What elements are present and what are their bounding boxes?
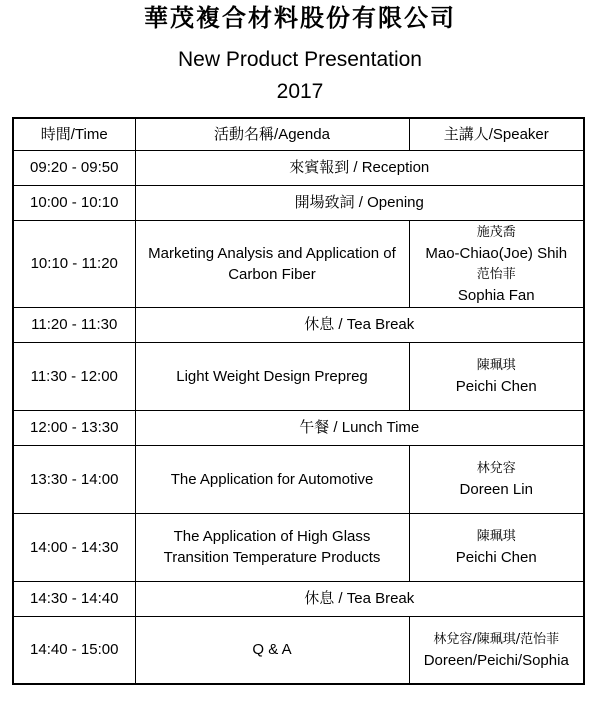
- speaker-cell: [409, 445, 584, 513]
- speaker-name-zh: 林兌容: [476, 461, 516, 476]
- agenda-cell: The Application of High Glass Transition Temperature Products: [135, 513, 409, 581]
- agenda-cell: 來賓報到 / Reception: [135, 150, 584, 185]
- time-cell: 14:40 - 15:00: [13, 616, 135, 684]
- table-row: [13, 581, 584, 616]
- speaker-name-en: Doreen Lin: [459, 481, 533, 498]
- speaker-name-zh: 施茂喬: [476, 224, 516, 240]
- table-row: [13, 410, 584, 445]
- company-name: 華茂複合材料股份有限公司: [144, 3, 456, 32]
- speaker-name-en: Doreen/Peichi/Sophia: [423, 651, 569, 669]
- time-cell: 14:00 - 14:30: [13, 513, 135, 581]
- presentation-title: New Product Presentation: [178, 48, 422, 71]
- speaker-name-zh: 范怡菲: [476, 266, 516, 282]
- speaker-name-zh: 陳珮琪: [476, 358, 516, 373]
- speaker-name-zh: 林兌容/陳珮琪/范怡菲: [433, 631, 560, 647]
- speaker-name-en: Sophia Fan: [457, 286, 535, 304]
- speaker-name-en: Mao-Chiao(Joe) Shih: [425, 244, 568, 262]
- agenda-cell: 開場致詞 / Opening: [135, 185, 584, 220]
- agenda-cell: The Application for Automotive: [135, 445, 409, 513]
- table-row: [13, 445, 584, 513]
- speaker-cell: [409, 513, 584, 581]
- agenda-cell: 休息 / Tea Break: [135, 581, 584, 616]
- time-cell: 11:30 - 12:00: [13, 342, 135, 410]
- speaker-cell: [409, 220, 584, 307]
- table-row: [13, 342, 584, 410]
- header-time: 時間/Time: [13, 118, 135, 150]
- time-cell: 12:00 - 13:30: [13, 410, 135, 445]
- time-cell: 13:30 - 14:00: [13, 445, 135, 513]
- agenda-cell: 休息 / Tea Break: [135, 307, 584, 342]
- speaker-cell: [409, 616, 584, 684]
- table-row: [13, 185, 584, 220]
- time-cell: 11:20 - 11:30: [13, 307, 135, 342]
- table-row: [13, 220, 584, 307]
- agenda-cell: Light Weight Design Prepreg: [135, 342, 409, 410]
- speaker-cell: [409, 342, 584, 410]
- agenda-cell: Q & A: [135, 616, 409, 684]
- time-cell: 10:10 - 11:20: [13, 220, 135, 307]
- table-row: [13, 513, 584, 581]
- agenda-cell: Marketing Analysis and Application of Carbon Fiber: [135, 220, 409, 307]
- table-row: [13, 616, 584, 684]
- time-cell: 14:30 - 14:40: [13, 581, 135, 616]
- speaker-name-en: Peichi Chen: [455, 378, 537, 395]
- time-cell: 09:20 - 09:50: [13, 150, 135, 185]
- agenda-cell: 午餐 / Lunch Time: [135, 410, 584, 445]
- header-speaker: 主講人/Speaker: [409, 118, 584, 150]
- speaker-name-en: Peichi Chen: [455, 549, 537, 566]
- time-cell: 10:00 - 10:10: [13, 185, 135, 220]
- agenda-table: [12, 117, 585, 685]
- presentation-year: 2017: [276, 80, 324, 103]
- speaker-name-zh: 陳珮琪: [476, 529, 516, 544]
- header-agenda: 活動名稱/Agenda: [135, 118, 409, 150]
- table-row: [13, 150, 584, 185]
- table-header-row: [13, 118, 584, 150]
- table-row: [13, 307, 584, 342]
